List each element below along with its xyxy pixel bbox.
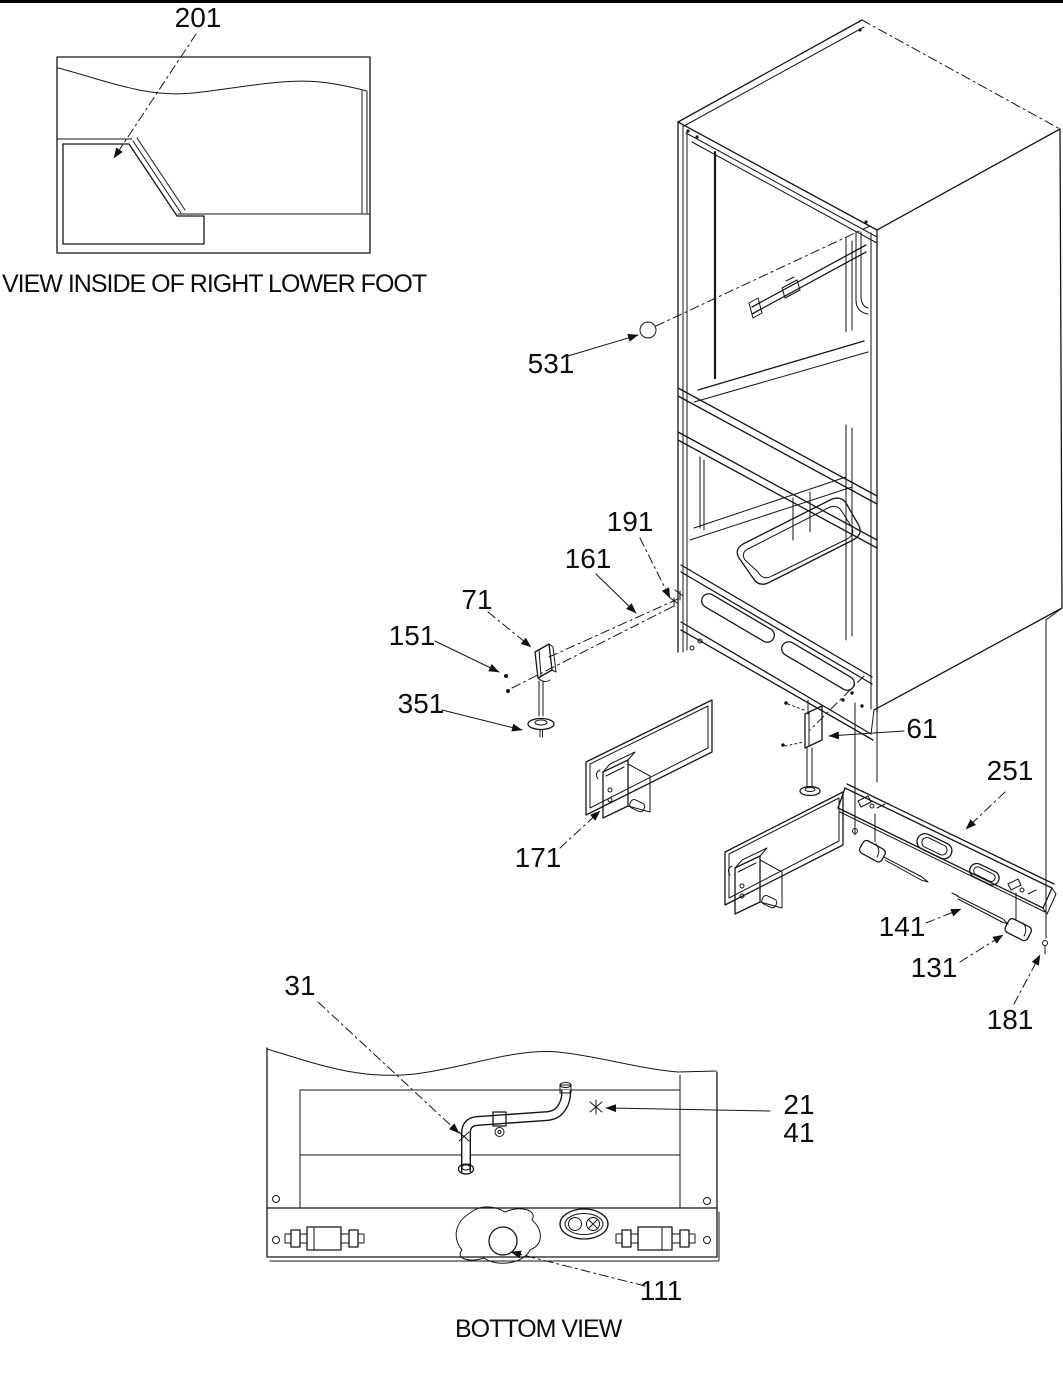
bv-corner-hole	[704, 1198, 711, 1205]
freezer-right-corner-lines	[846, 238, 852, 332]
bv-corner-hole	[273, 1196, 280, 1203]
side-panel-1	[586, 700, 712, 815]
leader-151	[435, 641, 499, 672]
cabinet-top-inner-edge	[684, 27, 864, 126]
cabinet-top-left-edge	[678, 20, 862, 122]
roller-bracket-2	[728, 848, 782, 914]
leader-131	[960, 935, 1003, 962]
bv-corner-hole	[704, 1237, 711, 1244]
rail-oval-slot-1	[699, 591, 777, 645]
grommet-531	[640, 322, 656, 338]
bv-corner-hole	[273, 1237, 280, 1244]
cabinet-top-back-edge	[862, 20, 1060, 129]
tube-end-mark	[590, 1100, 602, 1114]
freezer-floor-front-edge	[694, 352, 868, 402]
bottom-rail-bottom-edges	[681, 622, 873, 740]
cabinet-top-front-edges	[678, 122, 1060, 230]
screw-181	[1043, 941, 1048, 955]
bv-rail-3d-edges	[270, 1212, 719, 1261]
rail-oval-slot-2	[779, 639, 857, 693]
bv-grommet-area	[456, 1207, 540, 1263]
callout-21-label: 21	[783, 1089, 815, 1120]
assembly-axis-2	[549, 598, 680, 657]
callout-labels	[2, 2, 1033, 1343]
callout-161-label: 161	[564, 543, 612, 574]
callout-leaders	[114, 34, 1040, 1286]
top-face-dot	[858, 28, 861, 31]
callout-181-label: 181	[986, 1004, 1034, 1035]
freezer-shelf-rail	[752, 245, 866, 314]
leader-191	[640, 538, 670, 598]
rail-screw-dot	[860, 704, 863, 707]
rail-hole	[690, 646, 694, 650]
bottom-view-drawing	[267, 1048, 719, 1263]
mullion-line-2	[678, 396, 877, 504]
freezer-floor-back-edge	[698, 341, 864, 390]
leader-351	[442, 710, 522, 730]
callout-191-label: 191	[606, 506, 654, 537]
bottom-rail-right-end	[871, 710, 874, 734]
callout-151-label: 151	[388, 620, 436, 651]
callout-61-label: 61	[906, 713, 938, 744]
leveling-foot-351	[528, 681, 554, 737]
foot-right-wall	[362, 91, 367, 213]
leader-71	[488, 612, 531, 647]
foot-chamfer-lines	[133, 138, 185, 213]
screw-151-b	[506, 689, 510, 693]
bottom-rail-top-edges	[681, 565, 872, 684]
inset-caption: VIEW INSIDE OF RIGHT LOWER FOOT	[2, 270, 427, 298]
inset-border	[57, 57, 370, 253]
top-face-dot	[686, 129, 689, 132]
bottom-caption: BOTTOM VIEW	[455, 1315, 622, 1343]
callout-171-label: 171	[514, 842, 562, 873]
extension-line-181	[1046, 608, 1062, 938]
foot-pocket-outline	[63, 144, 204, 244]
leader-181	[1014, 955, 1040, 1004]
grommet-111	[489, 1227, 517, 1255]
assembly-axis-1	[512, 606, 674, 688]
inset-foot-detail-view	[57, 57, 370, 253]
leader-141	[926, 909, 961, 923]
break-line	[58, 68, 367, 94]
callout-141-label: 141	[878, 911, 926, 942]
mounting-screw-marks	[669, 590, 683, 607]
bv-roller-right	[616, 1227, 695, 1250]
top-face-dot	[695, 135, 698, 138]
leveling-parts	[504, 598, 1056, 954]
leader-21-41	[606, 1108, 770, 1111]
leader-31	[318, 1002, 459, 1133]
bv-drain-plate	[560, 1209, 608, 1239]
rail-screw	[853, 828, 858, 835]
callout-201-label: 201	[174, 2, 222, 33]
callout-351-label: 351	[397, 688, 445, 719]
leader-251	[966, 792, 1005, 829]
cabinet-drawing	[669, 20, 1062, 938]
callout-131-label: 131	[910, 952, 958, 983]
axle-141	[952, 893, 1008, 924]
base-rail-251	[838, 784, 1056, 914]
leveling-foot-61	[800, 748, 820, 796]
callout-251-label: 251	[986, 755, 1034, 786]
leader-171	[560, 811, 600, 848]
leader-531-ext	[656, 226, 870, 326]
bv-break-line	[267, 1049, 716, 1075]
lower-left-corner-lines	[700, 457, 704, 530]
rail-clip	[782, 277, 800, 298]
bv-roller-left	[285, 1227, 364, 1250]
bracket-71	[535, 644, 556, 682]
rail-screw-dot	[850, 691, 853, 694]
callout-41-label: 41	[783, 1117, 815, 1148]
callout-531-label: 531	[527, 348, 575, 379]
screw-151-a	[504, 674, 508, 678]
top-face-dot	[864, 220, 867, 223]
leader-161	[596, 574, 636, 613]
bv-drain-tube	[459, 1083, 572, 1175]
leader-531	[568, 335, 638, 356]
callout-111-label: 111	[639, 1275, 683, 1306]
callout-71-label: 71	[461, 584, 493, 615]
roller-131	[1004, 917, 1033, 942]
roller-bracket-171	[596, 752, 650, 818]
bv-inner-verticals	[300, 1075, 680, 1208]
callout-31-label: 31	[284, 970, 316, 1001]
rail-end-block	[749, 298, 762, 318]
scan-edge-bar	[0, 0, 1063, 3]
freezer-corner-tube	[856, 232, 868, 314]
mullion-line-1	[678, 388, 877, 496]
